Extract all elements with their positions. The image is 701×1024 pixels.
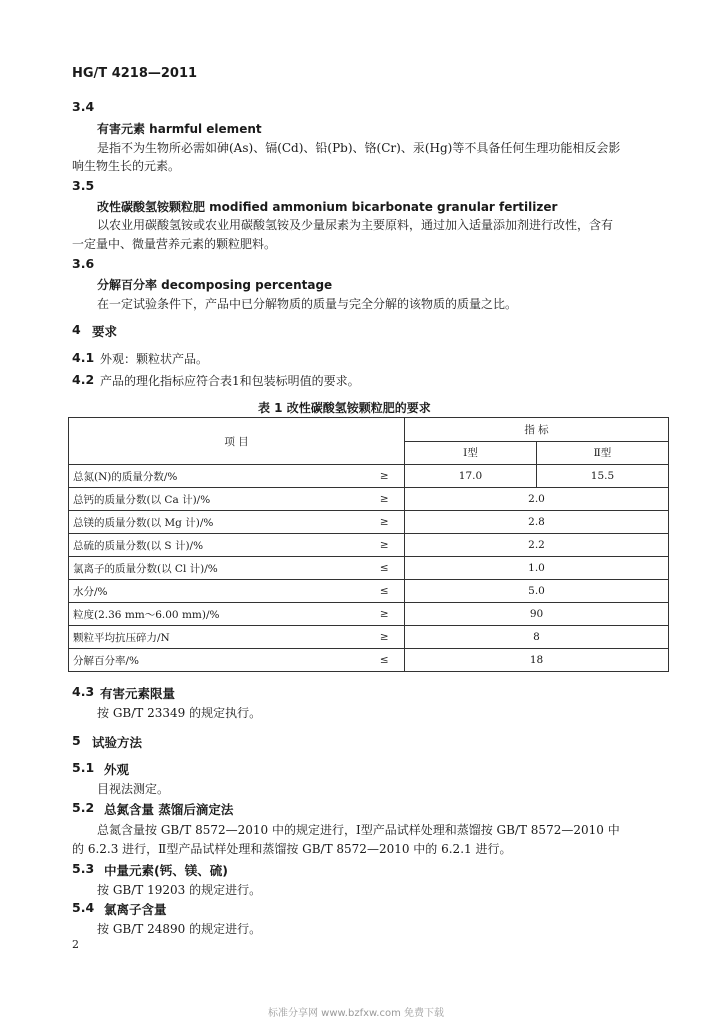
row-name: 水分/%: [69, 580, 365, 603]
table-row: [69, 603, 669, 626]
table-row: [69, 511, 669, 534]
term-title: 有害元素 harmful element: [97, 122, 262, 136]
row-value: 2.2: [405, 534, 669, 557]
clause-number: 5.4: [72, 900, 95, 915]
clause-number: 3.6: [72, 256, 95, 271]
table-row: [69, 465, 669, 488]
paragraph-line: 产品的理化指标应符合表1和包装标明值的要求。: [100, 374, 360, 388]
document-header: HG/T 4218—2011: [72, 66, 198, 81]
clause-number: 5.3: [72, 861, 95, 876]
paragraph-line: 以农业用碳酸氢铵或农业用碳酸氢铵及少量尿素为主要原料，通过加入适量添加剂进行改性，含有: [97, 218, 614, 232]
paragraph-line: 的 6.2.3 进行，Ⅱ型产品试样处理和蒸馏按 GB/T 8572—2010 中的 6.2.1 进行。: [72, 842, 512, 856]
paragraph-line: 一定量中、微量营养元素的颗粒肥料。: [72, 237, 277, 251]
row-value: 8: [405, 626, 669, 649]
clause-number: 4.3: [72, 684, 95, 699]
section-title: 试验方法: [92, 735, 143, 750]
row-name: 颗粒平均抗压碎力/N: [69, 626, 365, 649]
row-symbol: ≥: [365, 488, 405, 511]
header-type-2: Ⅱ型: [537, 441, 669, 465]
section-number: 4: [72, 322, 81, 337]
table-row: [69, 534, 669, 557]
term-title: 分解百分率 decomposing percentage: [97, 278, 333, 292]
paragraph-line: 是指不为生物所必需如砷(As)、镉(Cd)、铅(Pb)、铬(Cr)、汞(Hg)等不具备任何生理功能相反会影: [97, 141, 621, 155]
term-title: 改性碳酸氢铵颗粒肥 modified ammonium bicarbonate granular fertilizer: [97, 200, 558, 214]
row-symbol: ≥: [365, 534, 405, 557]
paragraph-line: 按 GB/T 24890 的规定进行。: [97, 922, 262, 936]
paragraph-line: 按 GB/T 23349 的规定执行。: [97, 706, 262, 720]
row-value-type-2: 15.5: [537, 465, 669, 488]
clause-number: 4.2: [72, 372, 95, 387]
row-symbol: ≥: [365, 511, 405, 534]
watermark: 标准分享网 www.bzfxw.com 免费下载: [268, 1008, 444, 1019]
row-name: 总镁的质量分数(以 Mg 计)/%: [69, 511, 365, 534]
row-symbol: ≥: [365, 603, 405, 626]
header-index: 指 标: [405, 418, 669, 442]
row-name: 分解百分率/%: [69, 649, 365, 672]
table-row: [69, 557, 669, 580]
row-name: 氯离子的质量分数(以 Cl 计)/%: [69, 557, 365, 580]
section-title: 要求: [92, 324, 118, 339]
header-item: 项 目: [69, 418, 405, 465]
paragraph-line: 总氮含量按 GB/T 8572—2010 中的规定进行，Ⅰ型产品试样处理和蒸馏按 GB/T 8572—2010 中: [97, 823, 620, 837]
row-name: 总氮(N)的质量分数/%: [69, 465, 365, 488]
clause-number: 3.4: [72, 99, 95, 114]
clause-title: 中量元素(钙、镁、硫): [104, 863, 228, 878]
row-name: 粒度(2.36 mm～6.00 mm)/%: [69, 603, 365, 626]
clause-title: 总氮含量 蒸馏后滴定法: [104, 802, 234, 817]
row-name: 总硫的质量分数(以 S 计)/%: [69, 534, 365, 557]
table-caption: 表 1 改性碳酸氢铵颗粒肥的要求: [258, 401, 431, 415]
row-value: 90: [405, 603, 669, 626]
clause-number: 3.5: [72, 178, 95, 193]
row-symbol: ≤: [365, 649, 405, 672]
row-value: 5.0: [405, 580, 669, 603]
row-value: 18: [405, 649, 669, 672]
requirements-table: [68, 417, 669, 672]
row-symbol: ≤: [365, 580, 405, 603]
table-row: [69, 626, 669, 649]
row-value: 2.0: [405, 488, 669, 511]
table-row: [69, 580, 669, 603]
paragraph-line: 外观：颗粒状产品。: [100, 352, 209, 366]
paragraph-line: 目视法测定。: [97, 782, 170, 796]
row-value-type-1: 17.0: [405, 465, 537, 488]
table-row: [69, 649, 669, 672]
page-number: 2: [72, 938, 79, 951]
paragraph-line: 在一定试验条件下，产品中已分解物质的质量与完全分解的该物质的质量之比。: [97, 297, 518, 311]
paragraph-line: 响生物生长的元素。: [72, 159, 181, 173]
row-value: 1.0: [405, 557, 669, 580]
clause-title: 有害元素限量: [100, 686, 176, 701]
row-symbol: ≥: [365, 465, 405, 488]
row-value: 2.8: [405, 511, 669, 534]
clause-number: 4.1: [72, 350, 95, 365]
clause-number: 5.2: [72, 800, 95, 815]
clause-title: 外观: [104, 762, 130, 777]
table-row: [69, 488, 669, 511]
row-symbol: ≥: [365, 626, 405, 649]
paragraph-line: 按 GB/T 19203 的规定进行。: [97, 883, 262, 897]
header-type-1: Ⅰ型: [405, 441, 537, 465]
section-number: 5: [72, 733, 81, 748]
row-symbol: ≤: [365, 557, 405, 580]
clause-number: 5.1: [72, 760, 95, 775]
clause-title: 氯离子含量: [104, 902, 167, 917]
row-name: 总钙的质量分数(以 Ca 计)/%: [69, 488, 365, 511]
